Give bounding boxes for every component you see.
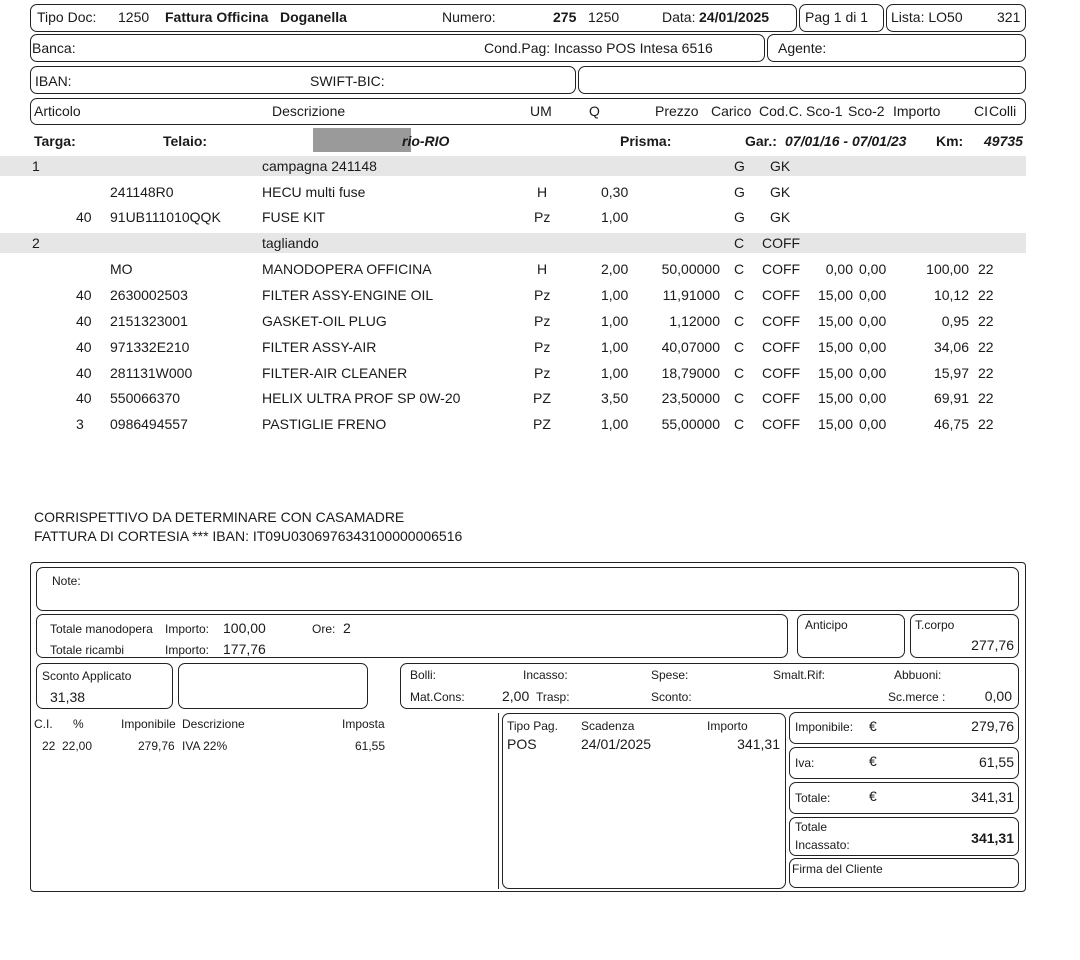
row-carico: G — [734, 158, 745, 174]
row-art: 971332E210 — [110, 339, 190, 355]
smalt-label: Smalt.Rif: — [773, 668, 826, 682]
row-desc: HECU multi fuse — [262, 184, 366, 200]
row-sco2: 0,00 — [859, 390, 887, 406]
swift-label: SWIFT-BIC: — [310, 73, 385, 89]
row-codc: COFF — [762, 339, 801, 355]
row-importo: 0,95 — [941, 313, 969, 329]
row-ci: 22 — [978, 416, 994, 432]
col-prezzo: Prezzo — [655, 103, 699, 119]
bolli-label: Bolli: — [410, 668, 437, 682]
tcorpo-label: T.corpo — [915, 618, 955, 632]
row-sco1: 15,00 — [817, 390, 853, 406]
row-desc: FILTER ASSY-ENGINE OIL — [262, 287, 434, 303]
row-um: H — [537, 261, 548, 277]
row-carico: G — [734, 209, 745, 225]
col-importo: Importo — [893, 103, 941, 119]
row-desc: FILTER ASSY-AIR — [262, 339, 377, 355]
pay-row-scadenza: 24/01/2025 — [581, 736, 652, 752]
row-prezzo: 55,00000 — [661, 416, 720, 432]
col-colli: Colli — [989, 103, 1017, 119]
row-ci: 22 — [978, 390, 994, 406]
row-carico: C — [734, 313, 745, 329]
row-q: 1,00 — [601, 339, 629, 355]
col-sco2: Sco-2 — [848, 103, 885, 119]
pay-head-scadenza: Scadenza — [581, 719, 635, 733]
row-um: PZ — [533, 416, 551, 432]
ore-label: Ore: — [312, 622, 336, 636]
anticipo-label: Anticipo — [805, 618, 848, 632]
row-carico: C — [734, 261, 745, 277]
iva-row-imposta: 61,55 — [355, 739, 386, 753]
row-carico: C — [734, 287, 745, 303]
row-sco1: 0,00 — [825, 261, 853, 277]
pay-row-tipo: POS — [507, 736, 537, 752]
row-prezzo: 1,12000 — [669, 313, 720, 329]
note-box — [36, 567, 1019, 611]
row-q: 1,00 — [601, 313, 629, 329]
scmerce-value: 0,00 — [984, 688, 1012, 704]
km-value: 49735 — [984, 133, 1023, 149]
iva-total-euro: € — [869, 753, 877, 769]
row-art: 281131W000 — [110, 365, 193, 381]
col-um: UM — [530, 103, 552, 119]
row-desc: HELIX ULTRA PROF SP 0W-20 — [262, 390, 461, 406]
incassato-label-2: Incassato: — [795, 838, 850, 852]
row-q: 1,00 — [601, 287, 629, 303]
row-q: 3,50 — [601, 390, 629, 406]
row-carico: C — [734, 235, 745, 251]
numero-series: 1250 — [588, 9, 620, 25]
iva-total-label: Iva: — [795, 756, 815, 770]
totale-label: Totale: — [795, 791, 831, 805]
col-sco1: Sco-1 — [806, 103, 843, 119]
row-sco1: 15,00 — [817, 313, 853, 329]
row-sco2: 0,00 — [859, 339, 887, 355]
row-um: Pz — [534, 339, 551, 355]
gar-value: 07/01/16 - 07/01/23 — [785, 133, 907, 149]
imponibile-euro: € — [869, 718, 877, 734]
group-num: 1 — [32, 158, 40, 174]
data-label: Data: — [662, 9, 696, 25]
sconto-extra-box — [178, 663, 368, 709]
row-q: 1,00 — [601, 209, 629, 225]
row-um: H — [537, 184, 548, 200]
row-codc: GK — [770, 184, 791, 200]
row-codc: GK — [770, 209, 791, 225]
sconto-label: Sconto Applicato — [42, 669, 132, 683]
row-um: PZ — [533, 390, 551, 406]
redacted-vin — [313, 128, 411, 152]
sconto-value: 31,38 — [50, 689, 86, 705]
row-q: 0,30 — [601, 184, 629, 200]
row-ci: 22 — [978, 287, 994, 303]
iva-head-pct: % — [73, 717, 84, 731]
row-carico: C — [734, 390, 745, 406]
tipo-doc-label: Tipo Doc: — [37, 9, 97, 25]
telaio-label: Telaio: — [163, 133, 208, 149]
sconto2-label: Sconto: — [651, 690, 692, 704]
row-um: Pz — [534, 287, 551, 303]
cond-pag: Cond.Pag: Incasso POS Intesa 6516 — [484, 40, 713, 56]
row-ci: 22 — [978, 261, 994, 277]
imponibile-label: Imponibile: — [795, 720, 854, 734]
matcons-value: 2,00 — [502, 688, 530, 704]
numero-label: Numero: — [442, 9, 496, 25]
row-prezzo: 40,07000 — [661, 339, 720, 355]
row-importo: 46,75 — [933, 416, 969, 432]
row-art: 241148R0 — [110, 184, 174, 200]
row-ci: 22 — [978, 365, 994, 381]
totale-euro: € — [869, 788, 877, 804]
row-importo: 34,06 — [933, 339, 969, 355]
incassato-label-1: Totale — [795, 820, 828, 834]
row-codc: COFF — [762, 313, 801, 329]
row-qcode: 40 — [76, 287, 92, 303]
totali-box — [36, 614, 788, 658]
tipo-doc-name: Fattura Officina — [165, 9, 269, 25]
iva-head-imponibile: Imponibile — [121, 717, 176, 731]
row-sco2: 0,00 — [859, 261, 887, 277]
lista-label: Lista: LO50 — [891, 9, 963, 25]
row-q: 1,00 — [601, 365, 629, 381]
imponibile-value: 279,76 — [971, 718, 1014, 734]
row-sco2: 0,00 — [859, 287, 887, 303]
row-um: Pz — [534, 365, 551, 381]
row-prezzo: 18,79000 — [661, 365, 720, 381]
row-qcode: 40 — [76, 313, 92, 329]
incassato-value: 341,31 — [971, 830, 1014, 846]
row-importo: 100,00 — [926, 261, 969, 277]
numero-value: 275 — [553, 9, 577, 25]
spese-label: Spese: — [651, 668, 689, 682]
agente-label: Agente: — [778, 40, 827, 56]
data-value: 24/01/2025 — [699, 9, 770, 25]
row-importo: 10,12 — [933, 287, 969, 303]
iva-row-imponibile: 279,76 — [138, 739, 175, 753]
row-qcode: 40 — [76, 365, 92, 381]
row-sco1: 15,00 — [817, 287, 853, 303]
row-codc: COFF — [762, 390, 801, 406]
iban-right-box — [578, 66, 1026, 94]
iban-label: IBAN: — [35, 73, 72, 89]
group-band-1 — [0, 156, 1026, 176]
matcons-label: Mat.Cons: — [410, 690, 465, 704]
tot-ricambi-label: Totale ricambi — [50, 643, 125, 657]
lista-code: 321 — [997, 9, 1021, 25]
km-label: Km: — [936, 133, 964, 149]
col-codc: Cod.C. — [759, 103, 803, 119]
tot-ricambi-importo: 177,76 — [223, 641, 266, 657]
vehicle-model: rio-RIO — [402, 133, 450, 149]
pay-row-importo: 341,31 — [737, 736, 780, 752]
group-num: 2 — [32, 235, 40, 251]
row-desc: PASTIGLIE FRENO — [262, 416, 387, 432]
row-codc: COFF — [762, 261, 801, 277]
row-prezzo: 50,00000 — [661, 261, 720, 277]
iva-head-imposta: Imposta — [342, 717, 385, 731]
firma-label: Firma del Cliente — [792, 862, 883, 876]
scmerce-label: Sc.merce : — [888, 690, 946, 704]
col-articolo: Articolo — [34, 103, 81, 119]
row-desc: FILTER-AIR CLEANER — [262, 365, 408, 381]
row-carico: G — [734, 184, 745, 200]
note-line-2: FATTURA DI CORTESIA *** IBAN: IT09U0306976343100000006516 — [34, 528, 463, 544]
totale-value: 341,31 — [971, 789, 1014, 805]
row-art: 0986494557 — [110, 416, 188, 432]
row-art: 91UB111010QQK — [110, 209, 221, 225]
trasp-label: Trasp: — [536, 690, 570, 704]
row-codc: COFF — [762, 287, 801, 303]
tot-ricambi-importo-label: Importo: — [165, 643, 210, 657]
iva-total-value: 61,55 — [978, 754, 1014, 770]
row-desc: FUSE KIT — [262, 209, 326, 225]
row-sco1: 15,00 — [817, 416, 853, 432]
note-line-1: CORRISPETTIVO DA DETERMINARE CON CASAMADRE — [34, 509, 405, 525]
row-ci: 22 — [978, 313, 994, 329]
row-prezzo: 23,50000 — [661, 390, 720, 406]
row-importo: 69,91 — [933, 390, 969, 406]
row-sco1: 15,00 — [817, 339, 853, 355]
row-art: 550066370 — [110, 390, 181, 406]
row-importo: 15,97 — [933, 365, 969, 381]
tot-mano-label: Totale manodopera — [50, 622, 153, 636]
prisma-label: Prisma: — [620, 133, 672, 149]
gar-label: Gar.: — [745, 133, 777, 149]
iva-head-descrizione: Descrizione — [182, 717, 245, 731]
iva-row-descrizione: IVA 22% — [182, 739, 228, 753]
row-carico: C — [734, 365, 745, 381]
row-um: Pz — [534, 313, 551, 329]
iban-box — [30, 66, 576, 94]
pay-head-importo: Importo — [707, 719, 748, 733]
iva-divider — [498, 713, 499, 889]
row-desc: tagliando — [262, 235, 319, 251]
row-qcode: 40 — [76, 209, 92, 225]
row-art: MO — [110, 261, 133, 277]
row-qcode: 3 — [76, 416, 84, 432]
row-art: 2630002503 — [110, 287, 188, 303]
targa-label: Targa: — [34, 133, 76, 149]
row-codc: GK — [770, 158, 791, 174]
col-descrizione: Descrizione — [272, 103, 346, 119]
iva-row-ci: 22 — [42, 739, 56, 753]
incasso-label: Incasso: — [523, 668, 568, 682]
pay-head-tipo: Tipo Pag. — [507, 719, 558, 733]
row-qcode: 40 — [76, 339, 92, 355]
row-sco2: 0,00 — [859, 365, 887, 381]
row-q: 2,00 — [601, 261, 629, 277]
row-q: 1,00 — [601, 416, 629, 432]
row-codc: COFF — [762, 416, 801, 432]
row-codc: COFF — [762, 235, 801, 251]
iva-row-pct: 22,00 — [62, 739, 93, 753]
col-q: Q — [589, 103, 600, 119]
ore-value: 2 — [343, 620, 351, 636]
row-qcode: 40 — [76, 390, 92, 406]
tot-mano-importo: 100,00 — [223, 620, 266, 636]
row-um: Pz — [534, 209, 551, 225]
row-sco1: 15,00 — [817, 365, 853, 381]
iva-head-ci: C.I. — [34, 717, 53, 731]
col-carico: Carico — [711, 103, 752, 119]
group-band-2 — [0, 233, 1026, 253]
tipo-doc-code: 1250 — [118, 9, 150, 25]
col-ci: CI — [974, 103, 988, 119]
row-sco2: 0,00 — [859, 313, 887, 329]
row-prezzo: 11,91000 — [662, 287, 720, 303]
abbuoni-label: Abbuoni: — [894, 668, 942, 682]
row-desc: MANODOPERA OFFICINA — [262, 261, 432, 277]
row-desc: GASKET-OIL PLUG — [262, 313, 387, 329]
row-carico: C — [734, 339, 745, 355]
row-desc: campagna 241148 — [262, 158, 377, 174]
banca-label: Banca: — [32, 40, 76, 56]
tcorpo-value: 277,76 — [971, 637, 1014, 653]
row-art: 2151323001 — [110, 313, 188, 329]
note-label: Note: — [52, 574, 81, 588]
company-name: Doganella — [280, 9, 347, 25]
pag-value: Pag 1 di 1 — [805, 9, 869, 25]
row-sco2: 0,00 — [859, 416, 887, 432]
row-codc: COFF — [762, 365, 801, 381]
row-ci: 22 — [978, 339, 994, 355]
row-carico: C — [734, 416, 745, 432]
tot-mano-importo-label: Importo: — [165, 622, 210, 636]
